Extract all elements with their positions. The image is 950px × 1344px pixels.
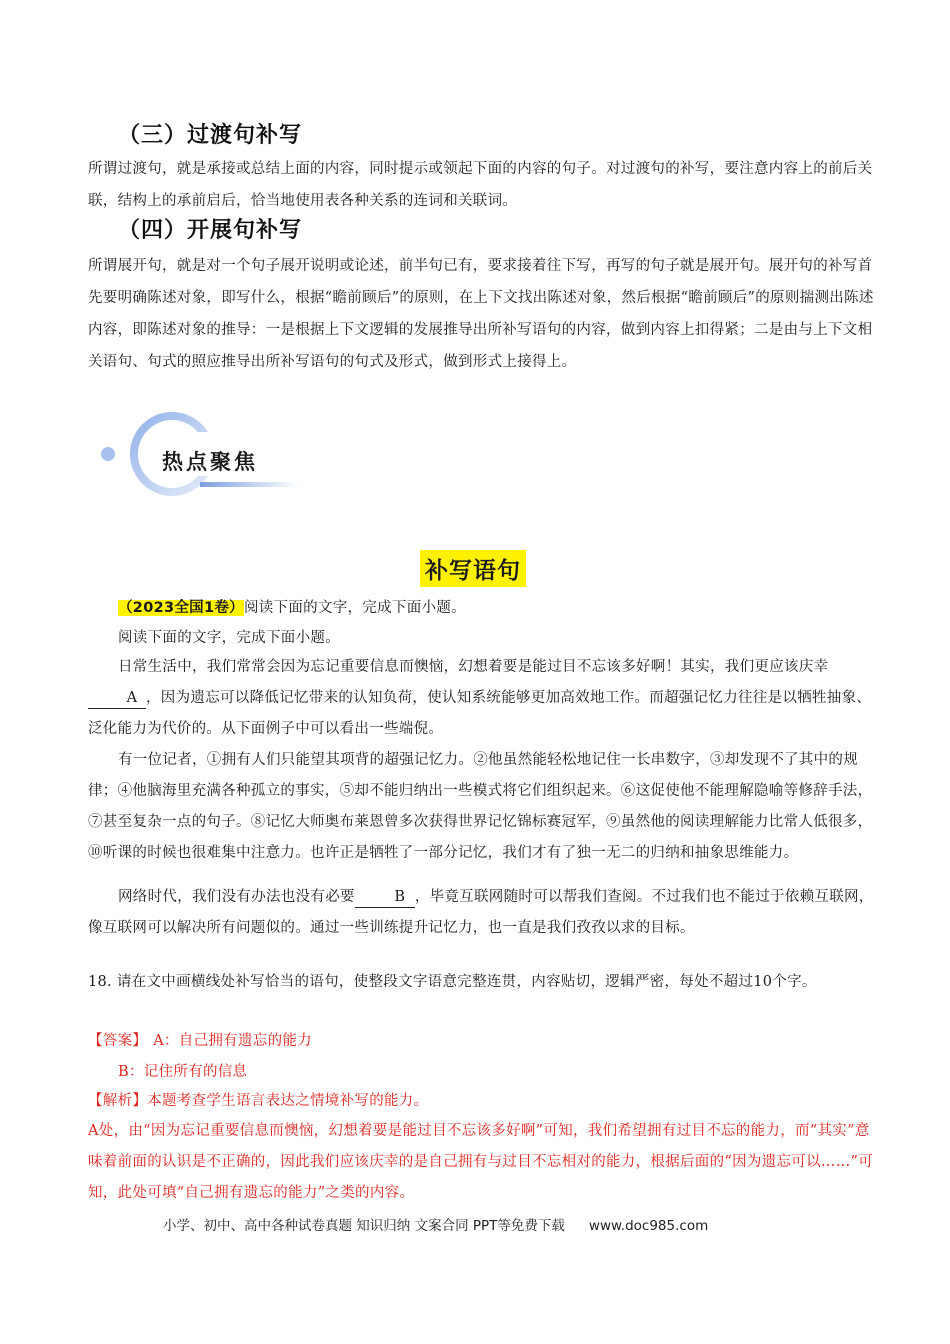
footer-text: 小学、初中、高中各种试卷真题 知识归纳 文案合同 PPT等免费下载 bbox=[163, 1218, 565, 1234]
blank-a: A bbox=[88, 688, 146, 709]
blank-b: B bbox=[355, 887, 415, 908]
p1-after: ，因为遗忘可以降低记忆带来的认知负荷，使认知系统能够更加高效地工作。而超强记忆力往往是以牺牲抽象、泛化能力为代价的。从下面例子中可以看出一些端倪。 bbox=[88, 690, 872, 737]
section-3-heading: （三）过渡句补写 bbox=[118, 123, 303, 148]
hot-topic-label: 热点聚焦 bbox=[162, 450, 258, 474]
passage-paragraph-1 bbox=[88, 652, 878, 745]
footer-url[interactable]: www.doc985.com bbox=[588, 1218, 709, 1234]
analysis-detail: A处，由“因为忘记重要信息而懊恼，幻想着要是能过目不忘该多好啊”可知，我们希望拥有过目不忘的能力，而“其实”意味着前面的认识是不正确的，因此我们应该庆幸的是自己拥有与过目不忘相对的能力，根据后面的“因为遗忘可以……”可知，此处可填“自己拥有遗忘的能力”之类的内容。 bbox=[88, 1123, 874, 1201]
topic-title: 补写语句 bbox=[420, 550, 526, 587]
question-intro-2: 阅读下面的文字，完成下面小题。 bbox=[118, 630, 340, 646]
section-3-body: 所谓过渡句，就是承接或总结上面的内容，同时提示或领起下面的内容的句子。对过渡句的补写，要注意内容上的前后关联，结构上的承前启后，恰当地使用表各种关系的连词和关联词。 bbox=[88, 161, 873, 209]
passage-paragraph-2: 有一位记者，①拥有人们只能望其项背的超强记忆力。②他虽然能轻松地记住一长串数字，③却发现不了其中的规律；④他脑海里充满各种孤立的事实，⑤却不能归纳出一些模式将它们组织起来。⑥这促使他不能理解隐喻等修辞手法，⑦甚至复杂一点的句子。⑧记忆大师奥布莱恩曾多次获得世界记忆锦标赛冠军，⑨虽然他的阅读理解能力比常人低很多，⑩听课的时候也很难集中注意力。也许正是牺牲了一部分记忆，我们才有了独一无二的归纳和抽象思维能力。 bbox=[88, 752, 873, 861]
section-4-body: 所谓展开句，就是对一个句子展开说明或论述，前半句已有，要求接着往下写，再写的句子就是展开句。展开句的补写首先要明确陈述对象，即写什么，根据“瞻前顾后”的原则，在上下文找出陈述对象，然后根据“瞻前顾后”的原则揣测出陈述内容，即陈述对象的推导：一是根据上下文逻辑的发展推导出所补写语句的内容，做到内容上扣得紧；二是由与上下文相关语句、句式的照应推导出所补写语句的句式及形式，做到形式上接得上。 bbox=[88, 258, 874, 370]
analysis-tag: 【解析】 bbox=[88, 1093, 148, 1109]
p3-after: ，毕竟互联网随时可以帮我们查阅。不过我们也不能过于依赖互联网，像互联网可以解决所有问题似的。通过一些训练提升记忆力，也一直是我们孜孜以求的目标。 bbox=[88, 889, 874, 936]
question-prompt: 18. 请在文中画横线处补写恰当的语句，使整段文字语意完整连贯，内容贴切，逻辑严密，每处不超过10个字。 bbox=[88, 974, 817, 990]
analysis-line bbox=[88, 1085, 878, 1117]
page-footer bbox=[163, 1214, 708, 1234]
answer-tag: 【答案】 bbox=[88, 1033, 148, 1049]
p3-before: 网络时代，我们没有办法也没有必要 bbox=[118, 889, 355, 905]
section-4-heading: （四）开展句补写 bbox=[118, 218, 303, 243]
question-intro: 阅读下面的文字，完成下面小题。 bbox=[243, 600, 466, 616]
answer-a: A：自己拥有遗忘的能力 bbox=[153, 1033, 312, 1049]
question-intro-line bbox=[88, 592, 878, 624]
passage-paragraph-3 bbox=[88, 882, 878, 944]
answer-b: B：记住所有的信息 bbox=[118, 1064, 248, 1080]
analysis-summary: 本题考查学生语言表达之情境补写的能力。 bbox=[147, 1093, 429, 1109]
p1-before: 日常生活中，我们常常会因为忘记重要信息而懊恼，幻想着要是能过目不忘该多好啊！其实，我们更应该庆幸 bbox=[118, 659, 829, 675]
answer-line-a bbox=[88, 1025, 878, 1057]
source-tag: （2023全国1卷） bbox=[118, 600, 244, 616]
